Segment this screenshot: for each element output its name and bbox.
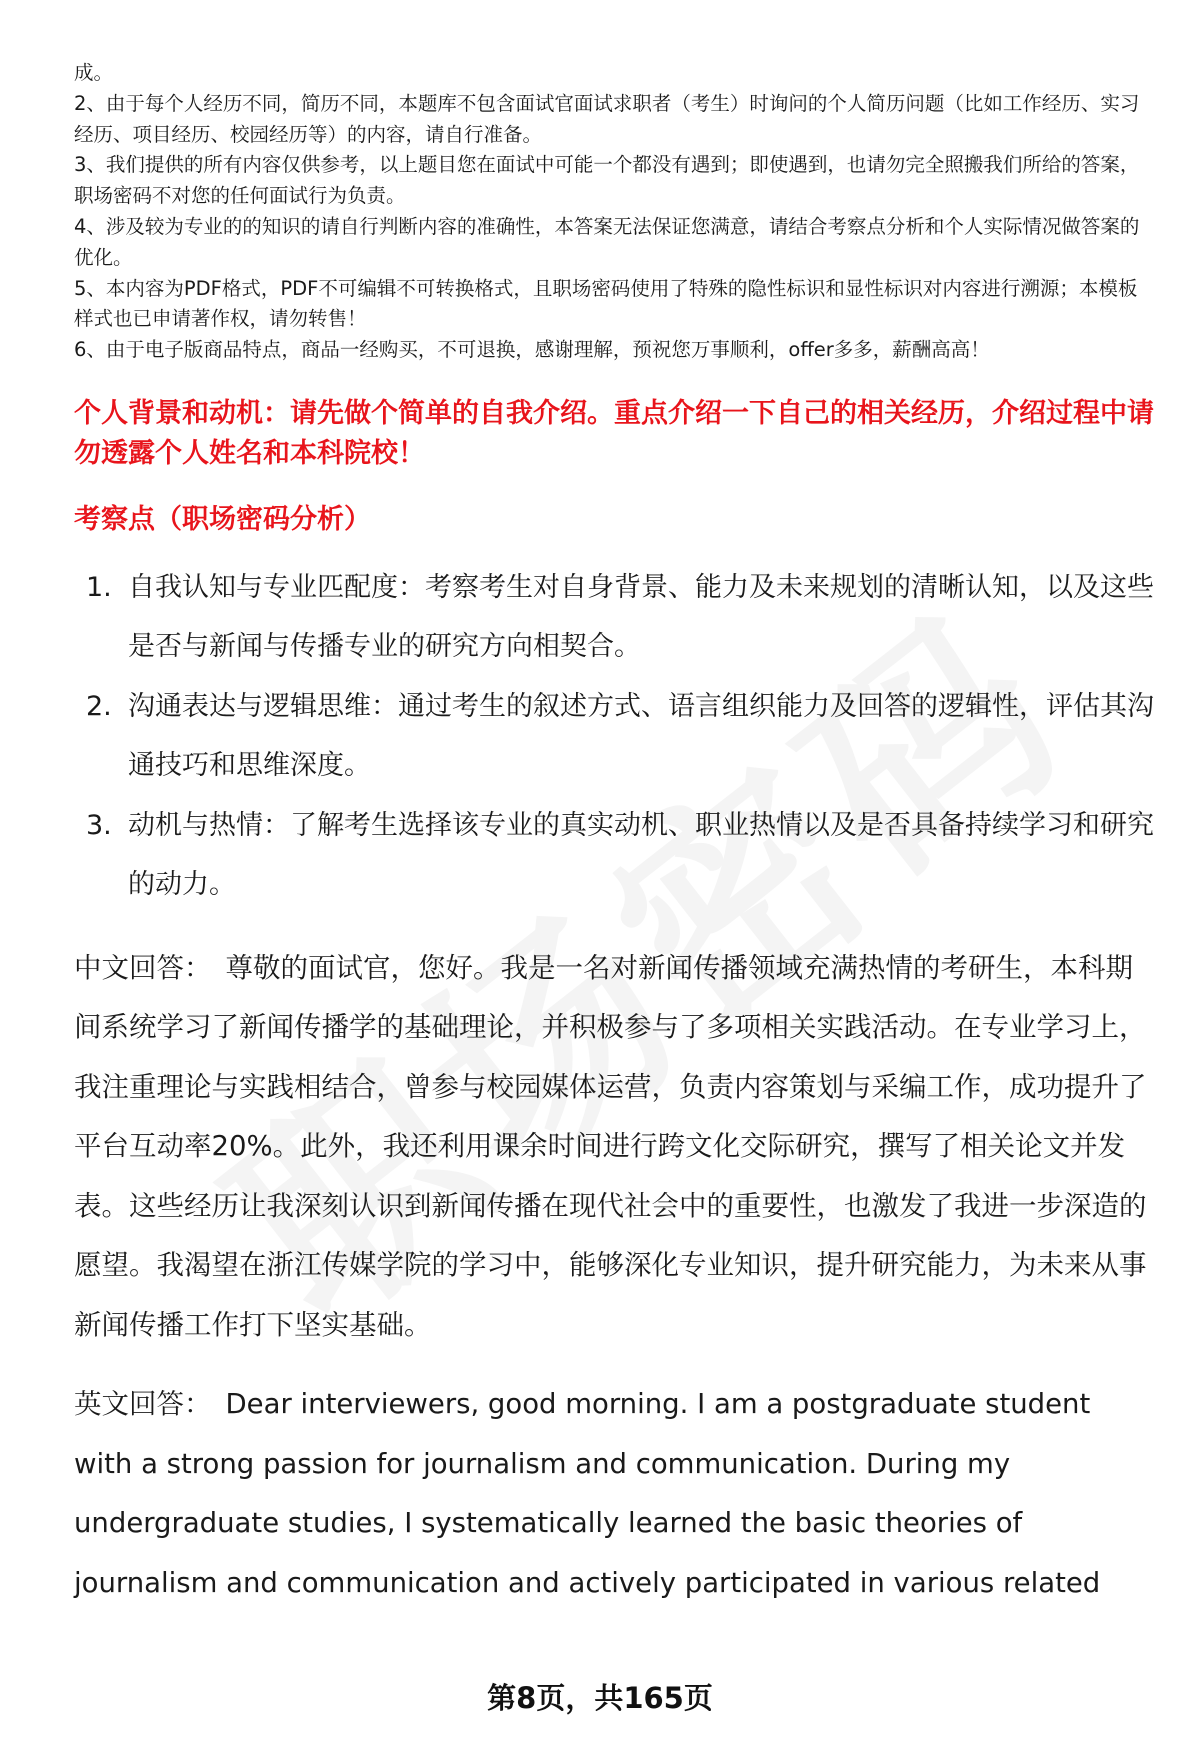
note-line: 成。 xyxy=(74,61,114,84)
page-number-footer: 第8页，共165页 xyxy=(487,1681,713,1715)
key-points-list xyxy=(74,558,1156,915)
question-title: 个人背景和动机：请先做个简单的自我介绍。重点介绍一下自己的相关经历，介绍过程中请勿透露个人姓名和本科院校！ xyxy=(74,397,1154,469)
note-line: 2、由于每个人经历不同，简历不同，本题库不包含面试官面试求职者（考生）时询问的个人简历问题（比如工作经历、实习经历、项目经历、校园经历等）的内容，请自行准备。 xyxy=(74,91,1140,146)
note-line: 6、由于电子版商品特点，商品一经购买，不可退换，感谢理解，预祝您万事顺利，offer多多，薪酬高高！ xyxy=(74,338,990,362)
note-line: 5、本内容为PDF格式，PDF不可编辑不可转换格式，且职场密码使用了特殊的隐性标识和显性标识对内容进行溯源；本模板样式也已申请著作权，请勿转售！ xyxy=(74,276,1138,331)
key-point-item xyxy=(74,677,1156,796)
key-point-number: 3. xyxy=(86,809,112,841)
key-point-number: 1. xyxy=(86,571,112,603)
english-answer-text: Dear interviewers, good morning. I am a postgraduate student with a strong passion for journalism and communication. During my undergraduate studies, I systematically learned the basic theories of journalism and communication and actively participated in various related xyxy=(74,1388,1101,1599)
chinese-answer xyxy=(74,939,1156,1356)
key-point-text: 沟通表达与逻辑思维：通过考生的叙述方式、语言组织能力及回答的逻辑性，评估其沟通技巧和思维深度。 xyxy=(128,690,1154,782)
key-point-text: 自我认知与专业匹配度：考察考生对自身背景、能力及未来规划的清晰认知，以及这些是否与新闻与传播专业的研究方向相契合。 xyxy=(128,571,1154,663)
notes-section xyxy=(74,58,1156,366)
chinese-answer-text: 尊敬的面试官，您好。我是一名对新闻传播领域充满热情的考研生，本科期间系统学习了新闻传播学的基础理论，并积极参与了多项相关实践活动。在专业学习上，我注重理论与实践相结合，曾参与校园媒体运营，负责内容策划与采编工作，成功提升了平台互动率20%。此外，我还利用课余时间进行跨文化交际研究，撰写了相关论文并发表。这些经历让我深刻认识到新闻传播在现代社会中的重要性，也激发了我进一步深造的愿望。我渴望在浙江传媒学院的学习中，能够深化专业知识，提升研究能力，为未来从事新闻传播工作打下坚实基础。 xyxy=(74,951,1147,1341)
page-content xyxy=(74,58,1156,1613)
key-point-number: 2. xyxy=(86,690,112,722)
key-point-text: 动机与热情：了解考生选择该专业的真实动机、职业热情以及是否具备持续学习和研究的动力。 xyxy=(128,809,1154,901)
chinese-answer-label: 中文回答： xyxy=(74,951,212,984)
note-line: 3、我们提供的所有内容仅供参考，以上题目您在面试中可能一个都没有遇到；即使遇到，也请勿完全照搬我们所给的答案，职场密码不对您的任何面试行为负责。 xyxy=(74,153,1140,208)
english-answer xyxy=(74,1375,1156,1613)
english-answer-label: 英文回答： xyxy=(74,1388,212,1421)
key-points-title: 考察点（职场密码分析） xyxy=(74,503,371,535)
note-line: 4、涉及较为专业的的知识的请自行判断内容的准确性，本答案无法保证您满意，请结合考察点分析和个人实际情况做答案的优化。 xyxy=(74,214,1140,269)
key-point-item xyxy=(74,796,1156,915)
key-point-item xyxy=(74,558,1156,677)
